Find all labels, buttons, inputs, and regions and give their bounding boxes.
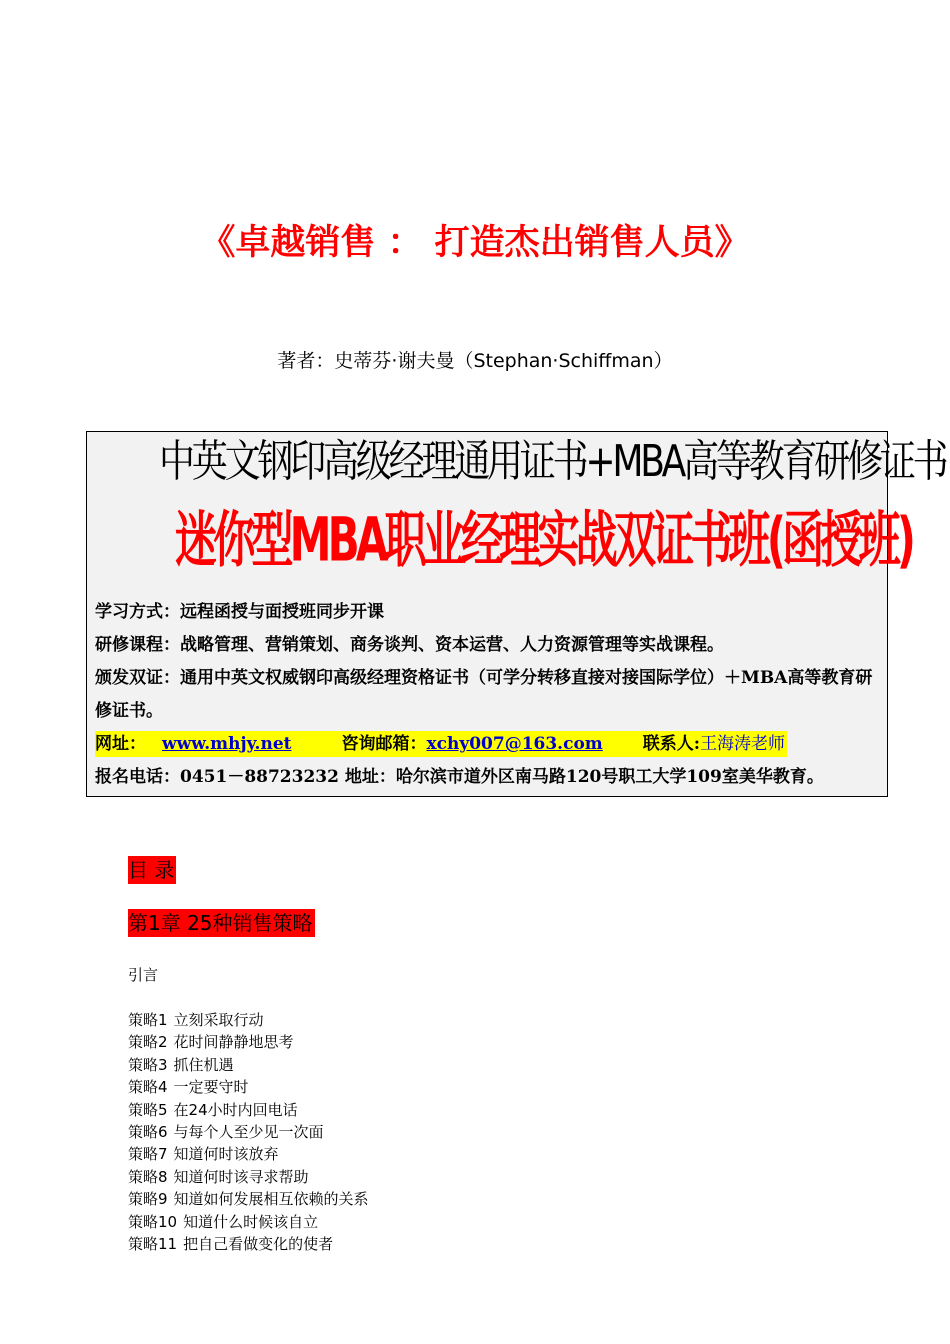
chapter-heading: 第1章 25种销售策略 bbox=[128, 911, 313, 935]
contact-label: 联系人: bbox=[642, 734, 701, 754]
strategy-list bbox=[128, 1009, 369, 1255]
list-item: 策略11 把自己看做变化的使者 bbox=[128, 1235, 334, 1254]
website-label: 网址： bbox=[95, 734, 146, 754]
contact-person: 王海涛老师 bbox=[700, 734, 786, 754]
ad-subheadline: 迷你型MBA职业经理实战双证书班(函授班) bbox=[175, 504, 913, 576]
list-item: 策略2 花时间静静地思考 bbox=[128, 1033, 294, 1052]
list-item: 策略9 知道如何发展相互依赖的关系 bbox=[128, 1190, 369, 1209]
list-item: 策略5 在24小时内回电话 bbox=[128, 1100, 298, 1119]
email-label: 咨询邮箱： bbox=[341, 734, 427, 754]
contact-highlight bbox=[95, 731, 787, 757]
advertisement-box bbox=[86, 431, 946, 797]
list-item: 策略10 知道什么时候该自立 bbox=[128, 1212, 319, 1231]
list-item: 策略6 与每个人至少见一次面 bbox=[128, 1123, 324, 1142]
list-item: 策略8 知道何时该寻求帮助 bbox=[128, 1167, 309, 1186]
email-link[interactable]: xchy007@163.com bbox=[426, 734, 603, 754]
ad-details bbox=[95, 596, 885, 794]
list-item: 策略4 一定要守时 bbox=[128, 1078, 249, 1097]
ad-registration: 报名电话：0451－88723232 地址：哈尔滨市道外区南马路120号职工大学109室美华教育。 bbox=[95, 767, 824, 787]
ad-headline: 中英文钢印高级经理通用证书+MBA高等教育研修证书 bbox=[159, 436, 946, 487]
ad-contact-row bbox=[95, 728, 885, 761]
ad-certificates: 颁发双证：通用中英文权威钢印高级经理资格证书（可学分转移直接对接国际学位）＋MBA高等教育研修证书。 bbox=[95, 668, 873, 721]
ad-study-mode: 学习方式：远程函授与面授班同步开课 bbox=[95, 602, 384, 622]
list-item: 策略1 立刻采取行动 bbox=[128, 1011, 264, 1029]
toc-heading: 目 录 bbox=[128, 858, 175, 882]
ad-courses: 研修课程：战略管理、营销策划、商务谈判、资本运营、人力资源管理等实战课程。 bbox=[95, 635, 724, 655]
document-title: 《卓越销售 ： 打造杰出销售人员》 bbox=[200, 223, 750, 263]
list-item: 策略7 知道何时该放弃 bbox=[128, 1145, 279, 1164]
author-line: 著者：史蒂芬·谢夫曼（Stephan·Schiffman） bbox=[277, 350, 673, 372]
toc-intro: 引言 bbox=[128, 966, 159, 984]
list-item: 策略3 抓住机遇 bbox=[128, 1055, 234, 1074]
website-link[interactable]: www.mhjy.net bbox=[162, 734, 292, 754]
